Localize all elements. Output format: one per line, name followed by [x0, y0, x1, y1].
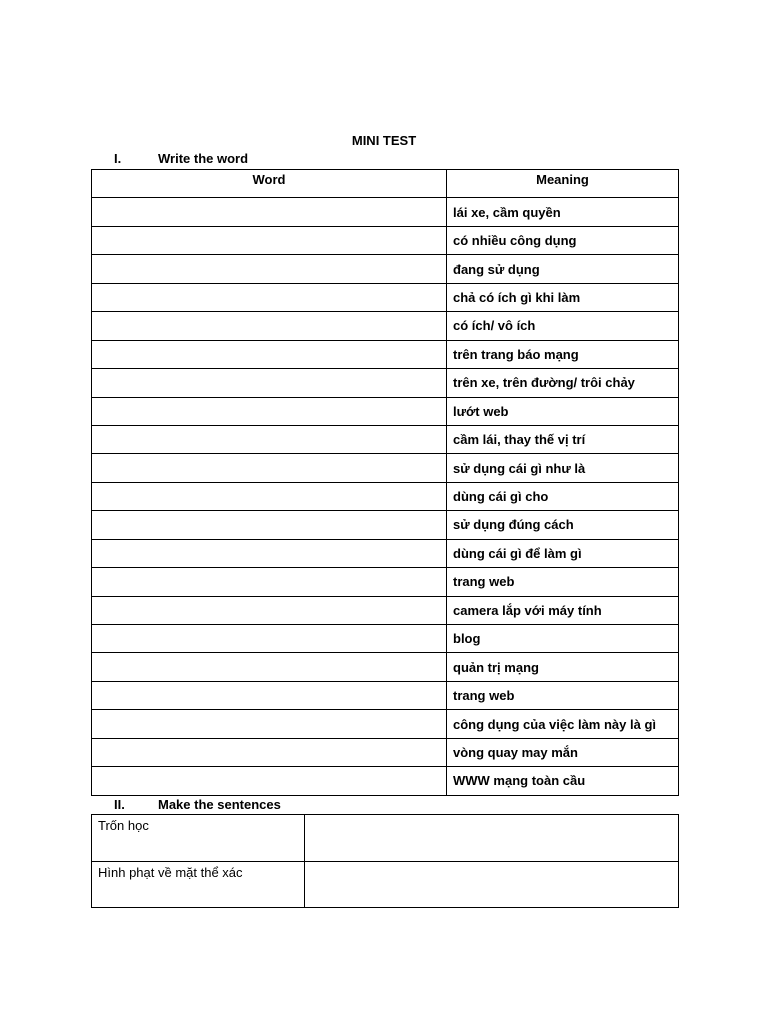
table-row — [92, 681, 679, 709]
table-row — [92, 482, 679, 510]
meaning-cell: camera lắp với máy tính — [447, 596, 679, 624]
table-row — [92, 255, 679, 283]
section-title: Make the sentences — [158, 797, 281, 812]
word-answer-cell[interactable] — [92, 625, 447, 653]
meaning-cell: trang web — [447, 681, 679, 709]
word-answer-cell[interactable] — [92, 454, 447, 482]
word-answer-cell[interactable] — [92, 596, 447, 624]
table-row — [92, 568, 679, 596]
table-row — [92, 815, 679, 862]
prompt-cell: Hình phạt về mặt thể xác — [92, 861, 305, 908]
meaning-cell: đang sử dụng — [447, 255, 679, 283]
meaning-cell: trên trang báo mạng — [447, 340, 679, 368]
meaning-cell: blog — [447, 625, 679, 653]
meaning-cell: sử dụng đúng cách — [447, 511, 679, 539]
meaning-cell: có nhiều công dụng — [447, 226, 679, 254]
table-row — [92, 710, 679, 738]
meaning-cell: chả có ích gì khi làm — [447, 283, 679, 311]
table-row — [92, 861, 679, 908]
word-column-header: Word — [92, 170, 447, 198]
page-title: MINI TEST — [351, 133, 417, 148]
word-answer-cell[interactable] — [92, 710, 447, 738]
table-row — [92, 511, 679, 539]
table-row — [92, 454, 679, 482]
meaning-cell: dùng cái gì để làm gì — [447, 539, 679, 567]
section-number: II. — [114, 797, 125, 812]
word-answer-cell[interactable] — [92, 767, 447, 795]
word-answer-cell[interactable] — [92, 312, 447, 340]
meaning-cell: quản trị mạng — [447, 653, 679, 681]
meaning-cell: cầm lái, thay thế vị trí — [447, 425, 679, 453]
meaning-cell: trang web — [447, 568, 679, 596]
word-answer-cell[interactable] — [92, 511, 447, 539]
word-answer-cell[interactable] — [92, 738, 447, 766]
table-row — [92, 198, 679, 226]
word-answer-cell[interactable] — [92, 369, 447, 397]
meaning-cell: dùng cái gì cho — [447, 482, 679, 510]
word-answer-cell[interactable] — [92, 340, 447, 368]
sentence-answer-cell[interactable] — [305, 815, 679, 862]
word-answer-cell[interactable] — [92, 255, 447, 283]
section-heading-write-the-word — [114, 151, 248, 167]
word-answer-cell[interactable] — [92, 397, 447, 425]
table-row — [92, 312, 679, 340]
table-row — [92, 653, 679, 681]
section-title: Write the word — [158, 151, 249, 166]
meaning-column-header: Meaning — [447, 170, 679, 198]
sentence-table — [91, 814, 679, 908]
word-answer-cell[interactable] — [92, 198, 447, 226]
table-header-row — [92, 170, 679, 198]
table-row — [92, 226, 679, 254]
word-answer-cell[interactable] — [92, 653, 447, 681]
meaning-cell: lướt web — [447, 397, 679, 425]
meaning-cell: có ích/ vô ích — [447, 312, 679, 340]
word-answer-cell[interactable] — [92, 482, 447, 510]
table-row — [92, 596, 679, 624]
meaning-cell: trên xe, trên đường/ trôi chảy — [447, 369, 679, 397]
word-answer-cell[interactable] — [92, 568, 447, 596]
table-row — [92, 767, 679, 795]
table-row — [92, 340, 679, 368]
word-answer-cell[interactable] — [92, 283, 447, 311]
table-row — [92, 369, 679, 397]
table-row — [92, 738, 679, 766]
word-answer-cell[interactable] — [92, 681, 447, 709]
vocabulary-table — [91, 169, 679, 796]
word-answer-cell[interactable] — [92, 226, 447, 254]
table-row — [92, 425, 679, 453]
word-answer-cell[interactable] — [92, 539, 447, 567]
meaning-cell: WWW mạng toàn cầu — [447, 767, 679, 795]
table-row — [92, 283, 679, 311]
meaning-cell: lái xe, cầm quyền — [447, 198, 679, 226]
table-row — [92, 625, 679, 653]
section-number: I. — [114, 151, 122, 166]
meaning-cell: sử dụng cái gì như là — [447, 454, 679, 482]
word-answer-cell[interactable] — [92, 425, 447, 453]
meaning-cell: công dụng của việc làm này là gì — [447, 710, 679, 738]
table-row — [92, 397, 679, 425]
meaning-cell: vòng quay may mắn — [447, 738, 679, 766]
section-heading-make-sentences — [114, 797, 281, 813]
table-row — [92, 539, 679, 567]
sentence-answer-cell[interactable] — [305, 861, 679, 908]
prompt-cell: Trốn học — [92, 815, 305, 862]
